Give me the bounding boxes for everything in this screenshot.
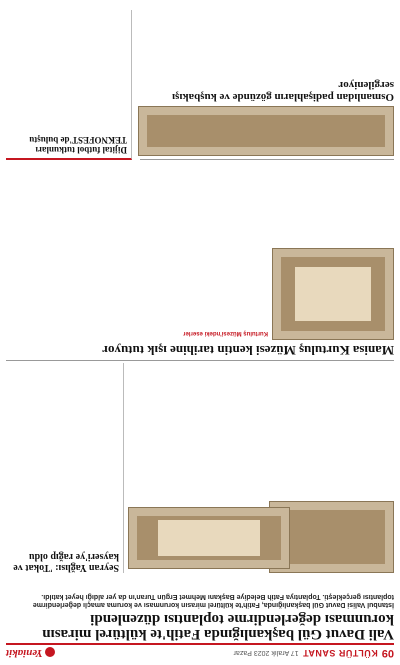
lead-photo — [128, 507, 290, 569]
museum-photo — [272, 248, 394, 340]
section-title: KÜLTÜR SANAT — [302, 648, 378, 658]
ottoman-headline: Osmanlıdan padişahların gözünde ve kuşbakışı sergileniyor — [172, 79, 394, 103]
museum-columns — [6, 246, 394, 340]
museum-story — [6, 167, 394, 357]
masthead — [6, 643, 394, 661]
museum-subhead: Kurtuluş Müzesi'ndeki eserler — [183, 330, 268, 336]
divider — [6, 360, 394, 361]
lead-intro: İstanbul Valisi Davut Gül başkanlığında, Fatih'te kültürel mirasın korunması ve koruma amaçlı değerlendirme toplantısı gerçekleşti. Toplantıya Fatih Belediye Başkanı Mehmet Ergün Turan'ın da yer aldığı heyet katıldı. — [32, 593, 394, 608]
museum-column-main — [139, 246, 394, 340]
museum-headline: Manisa Kurtuluş Müzesi kentin tarihine ışık tutuyor — [102, 343, 394, 358]
lead-headline: Vali Davut Gül başkanlığında Fatih'te kültürel mirasın korunması değerlendirme toplantısı düzenlendi — [42, 611, 394, 642]
logo-text: Yeniakit — [6, 647, 43, 659]
masthead-logo — [6, 647, 55, 659]
logo-icon — [45, 647, 55, 657]
teknofest-headline: Dijital futbol tutkunları TEKNOFEST'de buluştu — [29, 135, 127, 155]
page-number: 09 — [381, 647, 394, 659]
teknofest-story — [6, 10, 132, 160]
issue-date: 17 Aralık 2023 Pazar — [233, 649, 299, 657]
lead-story — [6, 592, 394, 641]
side-story — [6, 363, 124, 573]
side-headline: Seyran Yağlısı: 'Tokat ve kayseri'ye rağıp oldu — [13, 551, 119, 573]
masthead-left — [234, 647, 394, 659]
museum-column-side — [6, 246, 133, 340]
ottoman-story — [140, 6, 394, 160]
ottoman-photo — [138, 106, 394, 156]
